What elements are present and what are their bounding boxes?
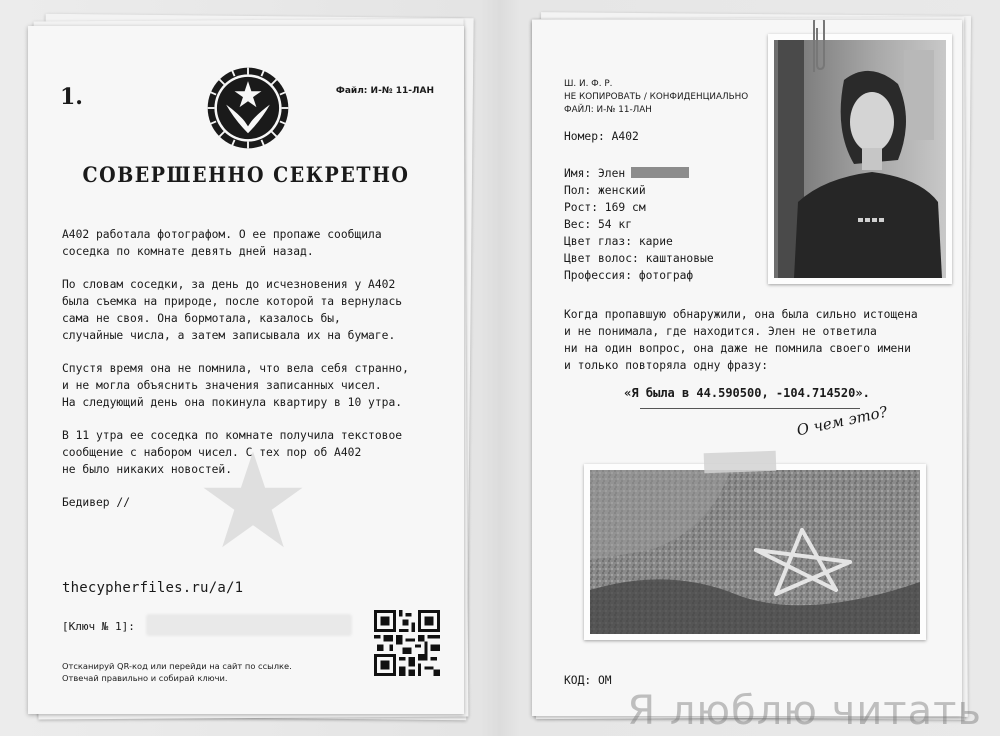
- portrait-photo: [774, 40, 946, 278]
- right-page-stack: [532, 14, 972, 722]
- profile-hair: Цвет волос: каштановые: [564, 252, 714, 265]
- case-description: [62, 226, 442, 527]
- paragraph: Спустя время она не помнила, что вела себя странно, и не могла объяснить значения записанных чисел. На следующий день она покинула квартиру в 10 утра.: [62, 362, 409, 409]
- left-page: [28, 26, 464, 714]
- left-page-stack: [28, 16, 478, 721]
- qr-code-icon[interactable]: [374, 610, 440, 676]
- key-answer-field[interactable]: [146, 614, 352, 636]
- rock-star-photo: [590, 470, 920, 634]
- profile-eyes: Цвет глаз: карие: [564, 235, 673, 248]
- profile-sex: Пол: женский: [564, 184, 646, 197]
- profile-weight: Вес: 54 кг: [564, 218, 633, 231]
- top-secret-title: СОВЕРШЕННО СЕКРЕТНО: [82, 162, 410, 188]
- portrait-photo-frame: [768, 34, 952, 284]
- header-line: ФАЙЛ: И-№ 11-ЛАН: [564, 105, 652, 115]
- header-line: НЕ КОПИРОВАТЬ / КОНФИДЕНЦИАЛЬНО: [564, 92, 749, 102]
- file-label: Файл: И-№ 11-ЛАН: [335, 86, 434, 96]
- subject-profile: [564, 165, 714, 284]
- tape-strip: [704, 451, 777, 474]
- cipher-header: [564, 78, 748, 117]
- site-watermark: Я люблю читать: [627, 688, 982, 734]
- key-label: [Ключ № 1]:: [62, 620, 135, 633]
- signature: Бедивер //: [62, 496, 131, 509]
- handwritten-note: О чем это?: [795, 402, 890, 440]
- cypher-url-link[interactable]: thecypherfiles.ru/a/1: [62, 580, 244, 596]
- header-line: Ш. И. Ф. Р.: [564, 79, 613, 89]
- code-line: КОД: ОМ: [564, 674, 612, 687]
- scan-instructions: [62, 660, 362, 684]
- right-page: [532, 20, 962, 716]
- star-emblem-icon: [206, 66, 290, 150]
- profile-height: Рост: 169 см: [564, 201, 646, 214]
- paragraph: По словам соседки, за день до исчезновения у А402 была съемка на природе, после которой та вернулась сама не своя. Она бормотала, казалось бы, случайные числа, а затем записывала их на бумаге.: [62, 278, 403, 342]
- redacted-surname: [631, 167, 689, 178]
- page-number: 1.: [60, 84, 83, 110]
- profile-name: Имя: Элен: [564, 167, 626, 180]
- quote-underline: [640, 408, 860, 409]
- subject-number: Номер: А402: [564, 130, 639, 143]
- found-description: Когда пропавшую обнаружили, она была сильно истощена и не понимала, где находится. Элен не ответила ни на один вопрос, она даже не помнила своего имени и только повторяла одну фразу:: [564, 308, 918, 372]
- scan-note-text: Отсканируй QR-код или перейди на сайт по ссылке. Отвечай правильно и собирай ключи.: [62, 661, 292, 683]
- rock-photo-frame: [584, 464, 926, 640]
- paragraph: А402 работала фотографом. О ее пропаже сообщила соседка по комнате девять дней назад.: [62, 228, 382, 258]
- coordinates-quote: «Я была в 44.590500, -104.714520».: [624, 386, 870, 400]
- profile-job: Профессия: фотограф: [564, 269, 694, 282]
- profile-name-row: [564, 165, 714, 182]
- paperclip-icon: [808, 20, 830, 76]
- paragraph: В 11 утра ее соседка по комнате получила текстовое сообщение с набором чисел. С тех пор об А402 не было никаких новостей.: [62, 429, 403, 476]
